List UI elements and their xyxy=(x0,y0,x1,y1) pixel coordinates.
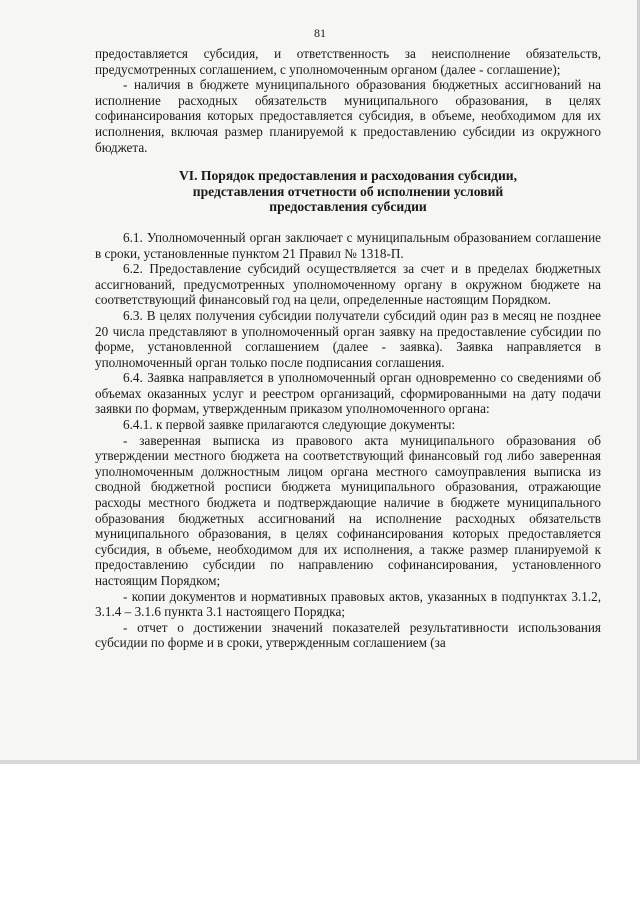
list-item-budget-extract: - заверенная выписка из правового акта муниципального образования об утверждении местного бюджета на соответствующий финансовый год либо заверенная уполномоченным должностным лицом органа местного самоуправления выписка из сводной бюджетной росписи бюджета муниципального образования, отражающие расходы местного бюджета и подтверждающие наличие в бюджете муниципального образования бюджетных ассигнований на исполнение расходных обязательств муниципального образования, в целях софинансирования которых предоставляется субсидия, в объеме, необходимом для их исполнения, а также размер планируемой к предоставлению субсидии по направлению софинансирования, установленного настоящим Порядком; xyxy=(95,432,601,588)
paragraph-6-4: 6.4. Заявка направляется в уполномоченный орган одновременно со сведениями об объемах оказанных услуг и реестром организаций, сформированными на дату подачи заявки по формам, утвержденным приказом уполномоченного органа: xyxy=(95,370,601,417)
document-body xyxy=(95,46,601,651)
page-number: 81 xyxy=(314,26,326,40)
heading-line-3: предоставления субсидии xyxy=(269,199,427,215)
page-edge xyxy=(0,760,640,764)
paragraph-6-1: 6.1. Уполномоченный орган заключает с муниципальным образованием соглашение в сроки, установленные пунктом 21 Правил № 1318-П. xyxy=(95,229,601,261)
paragraph-continuation: предоставляется субсидия, и ответственность за неисполнение обязательств, предусмотренных соглашением, с уполномоченным органом (далее - соглашение); xyxy=(95,46,601,77)
heading-line-2: представления отчетности об исполнении условий xyxy=(192,183,504,199)
paragraph-6-4-1: 6.4.1. к первой заявке прилагаются следующие документы: xyxy=(123,417,456,433)
heading-line-1: VI. Порядок предоставления и расходования субсидии, xyxy=(178,168,518,184)
paragraph-6-2: 6.2. Предоставление субсидий осуществляется за счет и в пределах бюджетных ассигнований, предусмотренных уполномоченному органу в окружном бюджете на соответствующий финансовый год на цели, определенные настоящим Порядком. xyxy=(95,261,601,308)
paragraph-6-3: 6.3. В целях получения субсидии получатели субсидий один раз в месяц не позднее 20 числа представляют в уполномоченный орган заявку на предоставление субсидии по форме, установленной соглашением (далее - заявка). Заявка направляется в уполномоченный орган только после подписания соглашения. xyxy=(95,307,601,370)
list-item-performance-report: - отчет о достижении значений показателей результативности использования субсидии по форме и в сроки, утвержденным соглашением (за xyxy=(95,619,601,651)
section-heading xyxy=(135,168,561,215)
list-item-document-copies: - копии документов и нормативных правовых актов, указанных в подпунктах 3.1.2, 3.1.4 – 3.1.6 пункта 3.1 настоящего Порядка; xyxy=(95,588,601,620)
paragraph-budget-availability: - наличия в бюджете муниципального образования бюджетных ассигнований на исполнение расходных обязательств муниципального образования, в целях софинансирования которых предоставляется субсидия, в объеме, необходимом для их исполнения, включая размер планируемой к предоставлению субсидии из окружного бюджета. xyxy=(95,77,601,155)
